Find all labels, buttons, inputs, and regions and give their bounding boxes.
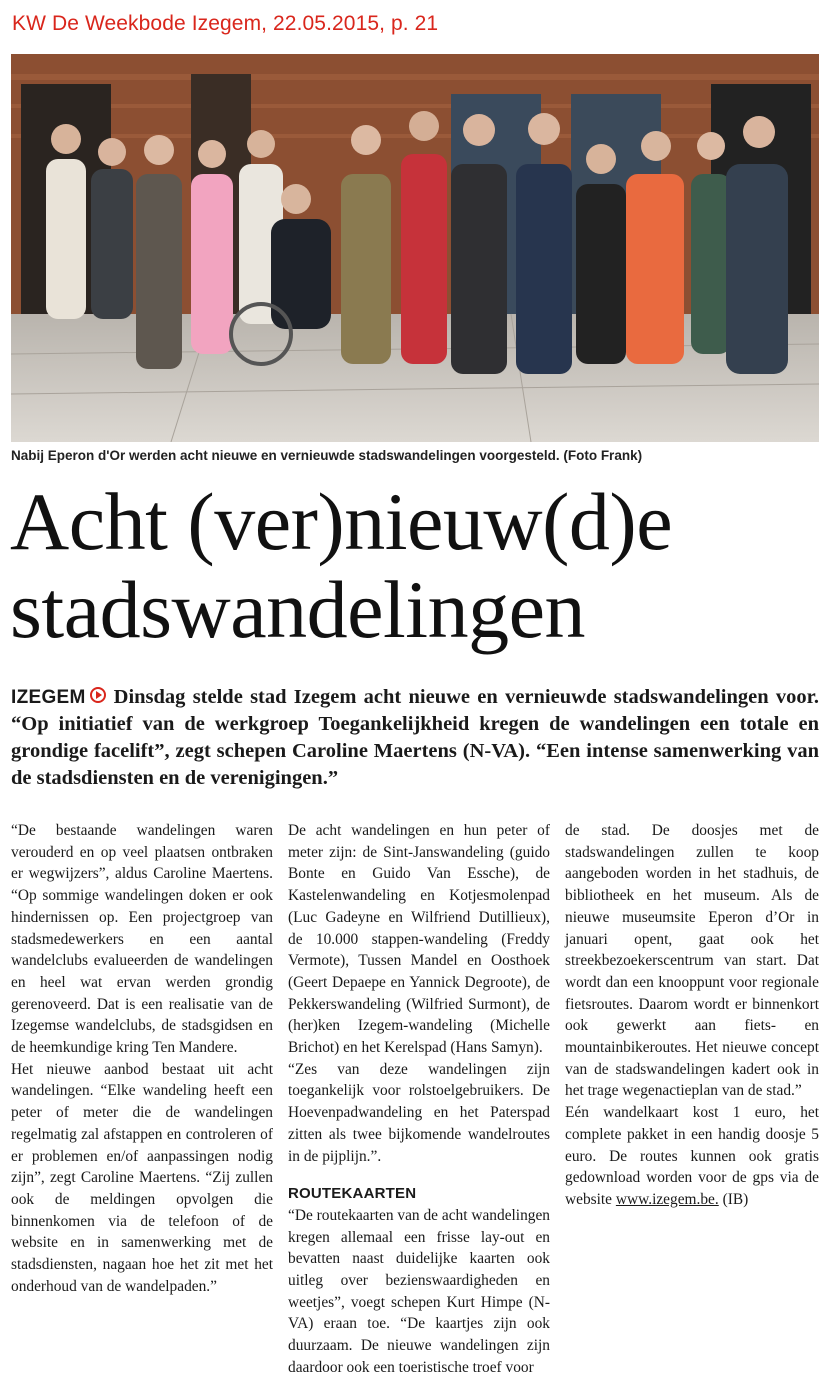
headline-line-2: stadswandelingen xyxy=(10,564,585,655)
body-paragraph: “De bestaande wandelingen waren verouderd en op veel plaatsen ontbraken er wegwijzers”, aldus Caroline Maertens. “Op sommige wandelingen doken er ook hindernissen op. Een projectgroep van stadsmedewerkers en een aantal wandelclubs evalueerden de wandelingen en heel wat ervan werden grondig gerenoveerd. Dat is een realisatie van de Izegemse wandelclubs, de stadsgidsen en de heemkundige kring Ten Mandere. xyxy=(11,822,273,1057)
article-photo xyxy=(11,54,819,442)
body-text: Eén wandelkaart kost 1 euro, het complete pakket in een handig doosje 5 euro. De routes kunnen ook gratis gedownload worden voor de gps via de website xyxy=(565,1104,819,1208)
source-line: KW De Weekbode Izegem, 22.05.2015, p. 21 xyxy=(12,12,439,35)
body-paragraph-continued: de stad. De doosjes met de stadswandelingen zullen te koop aangeboden worden in het stadhuis, de bibliotheek en het museum. Als de nieuwe museumsite Eperon d’Or in januari opent, gaat ook het streekbezoekerscentrum van start. Dat wordt dan een knooppunt voor regionale fietsroutes. Daarom wordt er binnenkort ook gewerkt aan fiets- en mountainbikeroutes. Het nieuwe concept van de stadswandelingen kadert ook in het trage wegenactieplan van de stad.” xyxy=(565,822,819,1100)
headline-line-1: Acht (ver)nieuw(d)e xyxy=(10,476,673,567)
column-2 xyxy=(288,820,550,1379)
body-paragraph: Het nieuwe aanbod bestaat uit acht wandelingen. “Elke wandeling heeft een peter of meter die de wandelingen regelmatig zal afstappen en controleren of er problemen en/of aanpassingen nodig zijn”, zegt Caroline Maertens. “Zij zullen ook de meldingen opvolgen die binnenkomen via de telefoon of de website en in samenwerking met de stadsdiensten, nagaan hoe het zit met het onderhoud van de wandelpaden.” xyxy=(11,1060,273,1295)
group-photo-icon xyxy=(11,54,819,442)
lead-paragraph xyxy=(11,684,819,792)
dateline: IZEGEM xyxy=(11,687,86,708)
body-paragraph: “Zes van deze wandelingen zijn toegankelijk voor rolstoelgebruikers. De Hoevenpadwandeling en het Paterspad zitten als twee bijkomende wandelroutes in de pijplijn.”. xyxy=(288,1060,550,1165)
subheading: ROUTEKAARTEN xyxy=(288,1185,417,1203)
website-link[interactable]: www.izegem.be. xyxy=(615,1190,719,1208)
body-text: (IB) xyxy=(718,1190,749,1208)
arrow-right-icon xyxy=(90,687,106,703)
lead-text: Dinsdag stelde stad Izegem acht nieuwe en vernieuwde stadswandelingen voor. “Op initiatief van de werkgroep Toegankelijkheid kregen de wandelingen een totale en grondige facelift”, zegt schepen Caroline Maertens (N-VA). “Een intense samenwerking van de stadsdiensten en de verenigingen.” xyxy=(11,686,819,789)
column-3 xyxy=(565,820,819,1211)
photo-caption: Nabij Eperon d'Or werden acht nieuwe en vernieuwde stadswandelingen voorgesteld. (Foto Frank) xyxy=(11,448,643,463)
body-paragraph: De acht wandelingen en hun peter of meter zijn: de Sint-Janswandeling (guido Bonte en Guido Van Essche), de Kastelenwandeling en Kotjesmolenpad (Luc Gadeyne en Wilfriend Dutillieux), de 10.000 stappen-wandeling (Freddy Vermote), Tussen Mandel en Oosthoek (Geert Depaepe en Yannick Degroote), de Pekkerswandeling (Wilfried Surmont), de (her)ken Izegem-wandeling (Michelle Brichot) en het Kerelspad (Hans Samyn). xyxy=(288,822,550,1057)
headline xyxy=(10,478,830,654)
body-paragraph: “De routekaarten van de acht wandelingen kregen allemaal een frisse lay-out en bevatten naast duidelijke kaarten ook uitleg over bezienswaardigheden en weetjes”, voegt schepen Kurt Himpe (N-VA) eraan toe. “De kaartjes zijn ook duurzaam. De nieuwe wandelingen zijn daardoor ook een toeristische troef voor xyxy=(288,1206,550,1376)
body-paragraph xyxy=(565,1102,819,1211)
column-1 xyxy=(11,820,273,1297)
